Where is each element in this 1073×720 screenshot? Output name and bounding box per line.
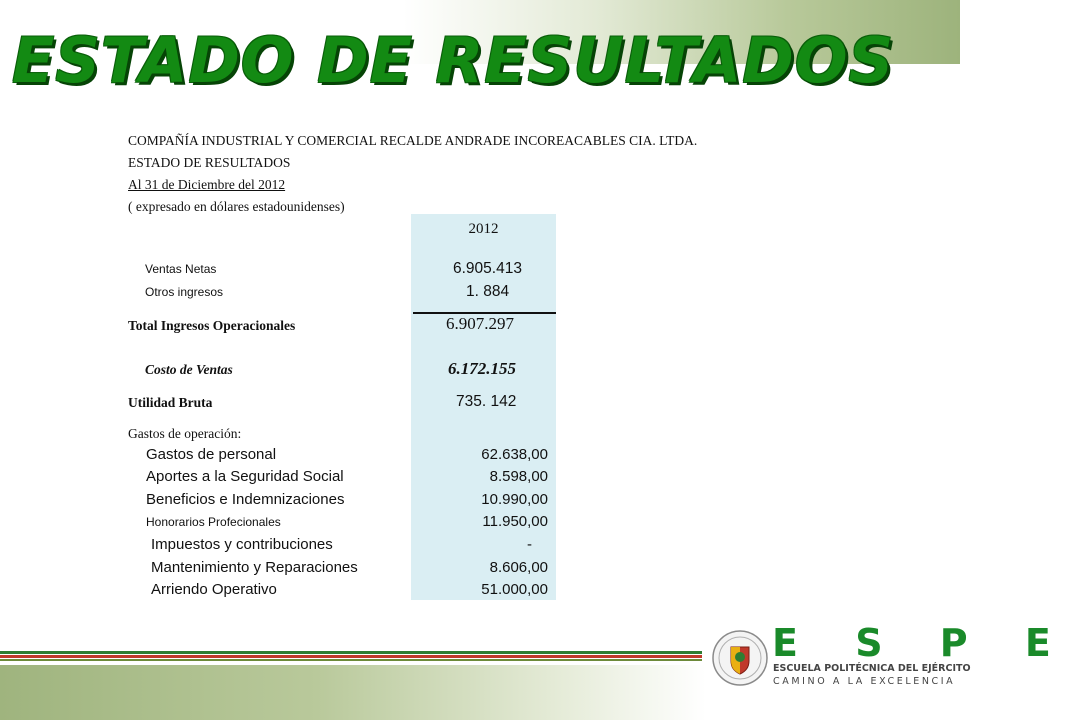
expense-label: Arriendo Operativo (151, 581, 277, 598)
row-value-otros-ingresos: 1. 884 (466, 283, 510, 300)
row-value-costo-ventas: 6.172.155 (448, 359, 516, 378)
expense-value: 10.990,00 (481, 491, 548, 508)
expense-value: 8.606,00 (489, 559, 548, 576)
expense-label: Honorarios Profecionales (146, 515, 281, 529)
expense-label: Mantenimiento y Reparaciones (151, 559, 358, 576)
year-header: 2012 (468, 221, 499, 237)
company-name: COMPAÑÍA INDUSTRIAL Y COMERCIAL RECALDE ANDRADE INCOREACABLES CIA. LTDA. (128, 133, 698, 148)
footer-stripe-olive (0, 659, 702, 661)
espe-crest-icon (712, 630, 768, 686)
report-period: Al 31 de Diciembre del 2012 (128, 177, 286, 192)
expense-label: Impuestos y contribuciones (151, 536, 333, 553)
currency-note: ( expresado en dólares estadounidenses) (128, 199, 345, 214)
row-label-otros-ingresos: Otros ingresos (145, 285, 224, 299)
expense-label: Aportes a la Seguridad Social (146, 468, 344, 485)
expense-value: 8.598,00 (489, 468, 548, 485)
row-label-ventas-netas: Ventas Netas (145, 262, 217, 276)
expense-value: 11.950,00 (482, 513, 548, 530)
row-label-utilidad-bruta: Utilidad Bruta (128, 395, 213, 410)
expense-value: - (527, 536, 532, 553)
row-value-utilidad-bruta: 735. 142 (456, 393, 517, 410)
row-label-gastos-operacion: Gastos de operación: (128, 426, 242, 441)
row-value-ventas-netas: 6.905.413 (453, 260, 522, 277)
row-value-total-ingresos: 6.907.297 (446, 314, 514, 333)
espe-logo-name: ESCUELA POLITÉCNICA DEL EJÉRCITO (773, 663, 971, 674)
bottom-gradient-band (0, 665, 706, 720)
expense-value: 51.000,00 (481, 581, 548, 598)
footer-stripe-red (0, 655, 702, 658)
espe-logo-slogan: CAMINO A LA EXCELENCIA (773, 676, 956, 687)
footer-stripe-green (0, 651, 702, 654)
report-name: ESTADO DE RESULTADOS (128, 155, 291, 170)
row-label-total-ingresos: Total Ingresos Operacionales (128, 318, 296, 333)
expense-value: 62.638,00 (481, 446, 548, 463)
row-label-costo-ventas: Costo de Ventas (145, 362, 233, 377)
espe-logo-letters: E S P E (772, 621, 1073, 665)
expense-label: Beneficios e Indemnizaciones (146, 491, 345, 508)
slide-title: ESTADO DE RESULTADOS (12, 24, 895, 97)
expense-label: Gastos de personal (146, 446, 277, 463)
